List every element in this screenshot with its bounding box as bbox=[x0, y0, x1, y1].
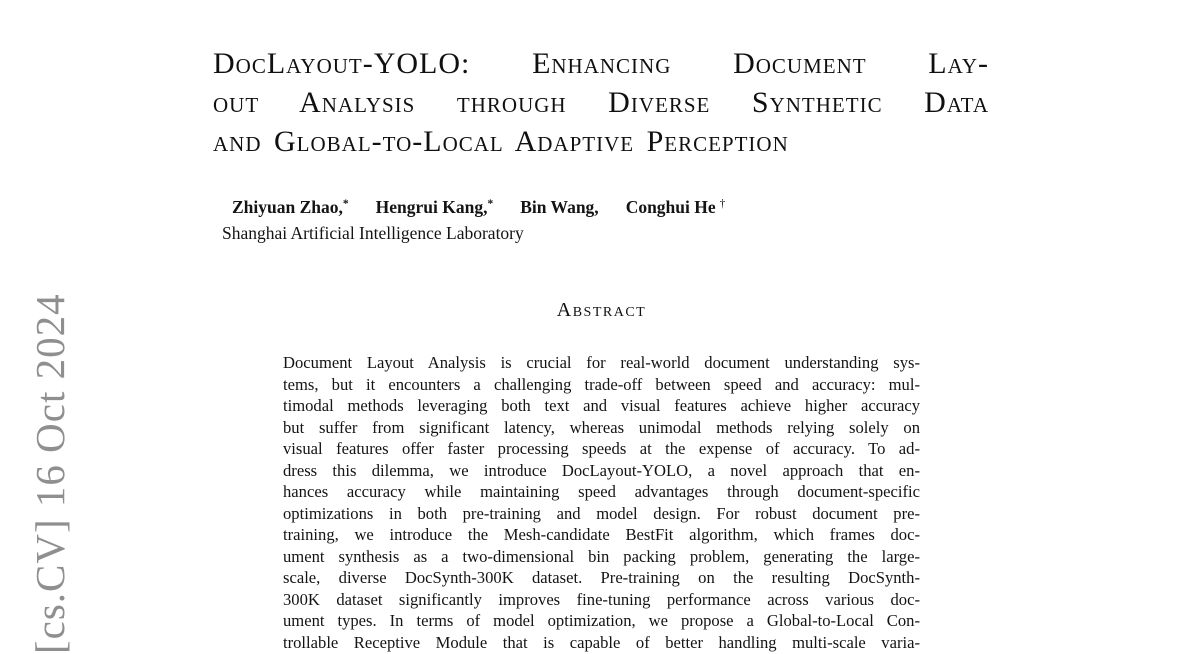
abstract-body bbox=[283, 352, 920, 653]
author-3 bbox=[520, 196, 598, 221]
abstract-line: dress this dilemma, we introduce DocLayout-YOLO, a novel approach that en- bbox=[283, 460, 920, 480]
abstract-line: tems, but it encounters a challenging trade-off between speed and accuracy: mul- bbox=[283, 374, 920, 394]
author-list bbox=[232, 196, 725, 221]
abstract-heading: Abstract bbox=[556, 299, 647, 321]
paper-title-line-2: out Analysis through Diverse Synthetic Data bbox=[213, 86, 989, 119]
abstract-line: Document Layout Analysis is crucial for real-world document understanding sys- bbox=[283, 353, 920, 372]
author-2 bbox=[376, 196, 494, 221]
author-name: Bin Wang, bbox=[520, 197, 599, 217]
author-mark: * bbox=[487, 198, 494, 210]
abstract-line: ument types. In terms of model optimization, we propose a Global-to-Local Con- bbox=[283, 611, 920, 630]
abstract-line: but suffer from significant latency, whereas unimodal methods relying solely on bbox=[283, 417, 920, 437]
abstract-line: scale, diverse DocSynth-300K dataset. Pre-training on the resulting DocSynth- bbox=[283, 568, 920, 587]
abstract-line: training, we introduce the Mesh-candidate BestFit algorithm, which frames doc- bbox=[283, 525, 920, 544]
abstract-line: optimizations in both pre-training and model design. For robust document pre- bbox=[283, 503, 920, 523]
author-mark: * bbox=[342, 198, 349, 210]
abstract-line: trollable Receptive Module that is capable of better handling multi-scale varia- bbox=[283, 632, 920, 652]
abstract-line: 300K dataset significantly improves fine-tuning performance across various doc- bbox=[283, 589, 920, 609]
author-name: Zhiyuan Zhao, bbox=[232, 197, 343, 217]
paper-title-line-1: DocLayout-YOLO: Enhancing Document Lay- bbox=[213, 47, 989, 80]
abstract-line: hances accuracy while maintaining speed advantages through document-specific bbox=[283, 482, 920, 501]
paper-title-line-3: and Global-to-Local Adaptive Perception bbox=[213, 125, 789, 158]
abstract-line: visual features offer faster processing speeds at the expense of accuracy. To ad- bbox=[283, 439, 920, 458]
arxiv-watermark: [cs.CV] 16 Oct 2024 bbox=[27, 293, 73, 654]
author-1 bbox=[232, 196, 349, 221]
author-name: Conghui He bbox=[625, 197, 716, 217]
abstract-line: timodal methods leveraging both text and visual features achieve higher accuracy bbox=[283, 396, 920, 415]
author-4 bbox=[626, 196, 726, 221]
abstract-line: ument synthesis as a two-dimensional bin packing problem, generating the large- bbox=[283, 546, 920, 566]
paper-title bbox=[213, 44, 989, 161]
affiliation: Shanghai Artificial Intelligence Laboratory bbox=[222, 223, 524, 243]
author-mark: † bbox=[719, 198, 726, 210]
author-name: Hengrui Kang, bbox=[375, 197, 488, 217]
